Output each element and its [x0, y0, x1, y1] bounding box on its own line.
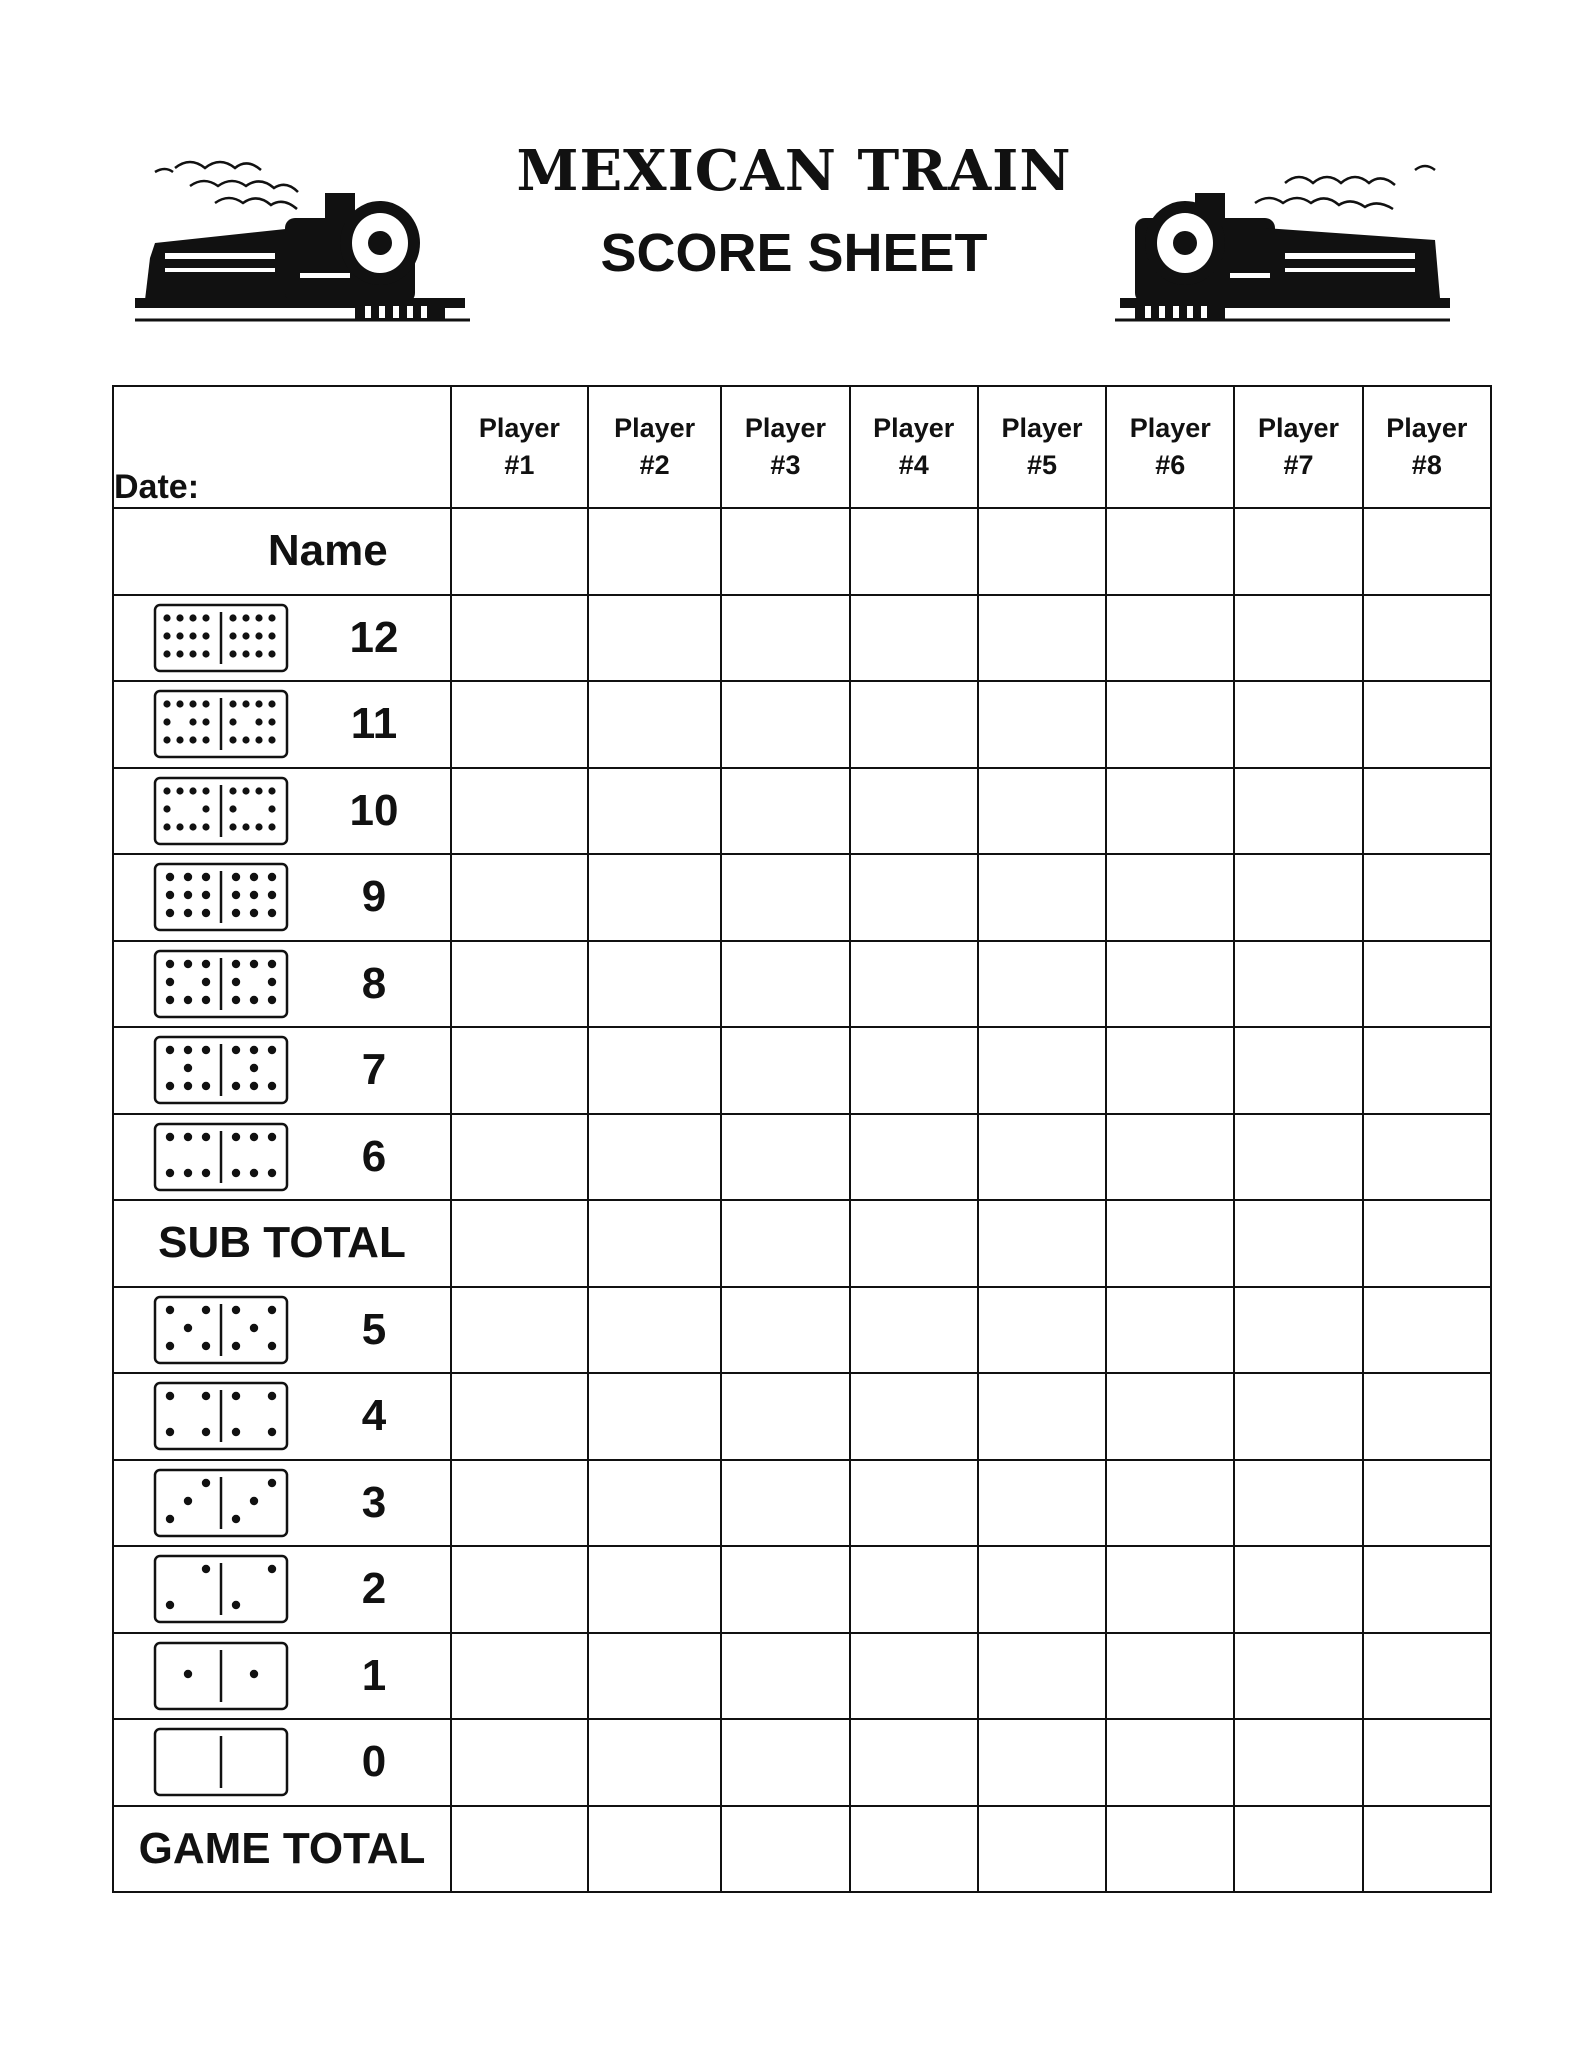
- score-cell-round-7-player-3[interactable]: [721, 1027, 849, 1114]
- score-cell-round-9-player-6[interactable]: [1106, 854, 1234, 941]
- score-cell-round-9-player-5[interactable]: [978, 854, 1106, 941]
- score-cell-round-6-player-1[interactable]: [451, 1114, 588, 1201]
- score-cell-sub-total-player-8[interactable]: [1363, 1200, 1491, 1287]
- score-cell-round-2-player-1[interactable]: [451, 1546, 588, 1633]
- score-cell-round-1-player-3[interactable]: [721, 1633, 849, 1720]
- score-cell-round-8-player-5[interactable]: [978, 941, 1106, 1028]
- player-header-4: Player #4: [850, 386, 978, 508]
- score-cell-round-1-player-1[interactable]: [451, 1633, 588, 1720]
- header-row: [113, 386, 1491, 508]
- round-number: 6: [361, 1131, 387, 1181]
- row-round-11: [113, 681, 1491, 768]
- score-cell-round-11-player-2[interactable]: [588, 681, 721, 768]
- score-cell-round-5-player-4[interactable]: [850, 1287, 978, 1374]
- score-cell-round-12-player-5[interactable]: [978, 595, 1106, 682]
- domino-tile-icon: [152, 775, 290, 847]
- score-cell-name-player-2[interactable]: [588, 508, 721, 595]
- score-cell-round-2-player-8[interactable]: [1363, 1546, 1491, 1633]
- score-cell-round-2-player-5[interactable]: [978, 1546, 1106, 1633]
- score-cell-round-6-player-7[interactable]: [1234, 1114, 1362, 1201]
- score-cell-round-5-player-6[interactable]: [1106, 1287, 1234, 1374]
- score-cell-round-4-player-1[interactable]: [451, 1373, 588, 1460]
- score-cell-game-total-player-2[interactable]: [588, 1806, 721, 1893]
- row-name: [113, 508, 1491, 595]
- score-cell-round-6-player-8[interactable]: [1363, 1114, 1491, 1201]
- score-cell-round-4-player-3[interactable]: [721, 1373, 849, 1460]
- score-cell-round-6-player-2[interactable]: [588, 1114, 721, 1201]
- round-number: 5: [361, 1304, 387, 1354]
- row-round-3: [113, 1460, 1491, 1547]
- row-label-game-total: [113, 1806, 451, 1893]
- domino-tile-icon: [152, 948, 290, 1020]
- row-game-total: [113, 1806, 1491, 1893]
- score-cell-sub-total-player-1[interactable]: [451, 1200, 588, 1287]
- score-cell-round-0-player-5[interactable]: [978, 1719, 1106, 1806]
- round-number: 9: [361, 872, 387, 922]
- score-cell-game-total-player-4[interactable]: [850, 1806, 978, 1893]
- row-round-5: [113, 1287, 1491, 1374]
- score-cell-round-12-player-3[interactable]: [721, 595, 849, 682]
- score-cell-round-4-player-6[interactable]: [1106, 1373, 1234, 1460]
- score-cell-round-10-player-4[interactable]: [850, 768, 978, 855]
- score-cell-round-9-player-4[interactable]: [850, 854, 978, 941]
- row-round-1: [113, 1633, 1491, 1720]
- row-label-round-2: [113, 1546, 451, 1633]
- score-cell-round-5-player-3[interactable]: [721, 1287, 849, 1374]
- player-header-3: Player #3: [721, 386, 849, 508]
- round-number: 11: [350, 699, 398, 749]
- score-cell-round-10-player-8[interactable]: [1363, 768, 1491, 855]
- score-table: [112, 385, 1492, 1893]
- score-cell-round-1-player-5[interactable]: [978, 1633, 1106, 1720]
- domino-tile-icon: [152, 1380, 290, 1452]
- score-cell-round-9-player-1[interactable]: [451, 854, 588, 941]
- row-label-round-3: [113, 1460, 451, 1547]
- score-cell-round-7-player-2[interactable]: [588, 1027, 721, 1114]
- score-cell-round-2-player-7[interactable]: [1234, 1546, 1362, 1633]
- score-cell-round-10-player-6[interactable]: [1106, 768, 1234, 855]
- domino-tile-icon: [152, 688, 290, 760]
- score-cell-round-0-player-3[interactable]: [721, 1719, 849, 1806]
- score-cell-round-12-player-6[interactable]: [1106, 595, 1234, 682]
- row-sub-total: [113, 1200, 1491, 1287]
- row-label-round-6: [113, 1114, 451, 1201]
- round-number: 12: [349, 612, 399, 662]
- score-cell-name-player-6[interactable]: [1106, 508, 1234, 595]
- score-cell-name-player-8[interactable]: [1363, 508, 1491, 595]
- score-cell-round-4-player-7[interactable]: [1234, 1373, 1362, 1460]
- score-cell-round-0-player-4[interactable]: [850, 1719, 978, 1806]
- row-label-round-8: [113, 941, 451, 1028]
- name-label: Name: [267, 526, 388, 576]
- score-cell-round-1-player-8[interactable]: [1363, 1633, 1491, 1720]
- row-label-sub-total: [113, 1200, 451, 1287]
- round-number: 0: [361, 1737, 387, 1787]
- score-cell-round-7-player-1[interactable]: [451, 1027, 588, 1114]
- score-cell-round-8-player-6[interactable]: [1106, 941, 1234, 1028]
- sub-total-label: SUB TOTAL: [158, 1218, 406, 1268]
- row-label-round-11: [113, 681, 451, 768]
- row-round-12: [113, 595, 1491, 682]
- domino-tile-icon: [152, 1467, 290, 1539]
- score-cell-round-7-player-8[interactable]: [1363, 1027, 1491, 1114]
- domino-tile-icon: [152, 1294, 290, 1366]
- score-cell-round-0-player-1[interactable]: [451, 1719, 588, 1806]
- score-cell-game-total-player-1[interactable]: [451, 1806, 588, 1893]
- player-header-7: Player #7: [1234, 386, 1362, 508]
- score-cell-round-3-player-3[interactable]: [721, 1460, 849, 1547]
- score-cell-name-player-7[interactable]: [1234, 508, 1362, 595]
- row-round-7: [113, 1027, 1491, 1114]
- score-cell-round-9-player-7[interactable]: [1234, 854, 1362, 941]
- score-cell-round-11-player-1[interactable]: [451, 681, 588, 768]
- row-round-10: [113, 768, 1491, 855]
- score-cell-round-3-player-4[interactable]: [850, 1460, 978, 1547]
- player-header-6: Player #6: [1106, 386, 1234, 508]
- round-number: 4: [361, 1391, 387, 1441]
- score-cell-round-1-player-2[interactable]: [588, 1633, 721, 1720]
- score-cell-name-player-4[interactable]: [850, 508, 978, 595]
- title-line-1: MEXICAN TRAIN: [516, 138, 1072, 204]
- score-cell-round-12-player-1[interactable]: [451, 595, 588, 682]
- round-number: 10: [349, 785, 399, 835]
- steam-locomotive-icon: [1115, 148, 1455, 333]
- score-cell-round-1-player-7[interactable]: [1234, 1633, 1362, 1720]
- score-cell-round-5-player-2[interactable]: [588, 1287, 721, 1374]
- score-cell-round-10-player-5[interactable]: [978, 768, 1106, 855]
- score-cell-game-total-player-3[interactable]: [721, 1806, 849, 1893]
- row-label-round-0: [113, 1719, 451, 1806]
- score-cell-round-6-player-6[interactable]: [1106, 1114, 1234, 1201]
- score-cell-round-8-player-4[interactable]: [850, 941, 978, 1028]
- score-cell-round-5-player-8[interactable]: [1363, 1287, 1491, 1374]
- title-line-2: SCORE SHEET: [600, 223, 988, 283]
- score-cell-round-4-player-4[interactable]: [850, 1373, 978, 1460]
- score-cell-round-12-player-8[interactable]: [1363, 595, 1491, 682]
- date-label: Date:: [114, 468, 200, 506]
- score-cell-sub-total-player-3[interactable]: [721, 1200, 849, 1287]
- score-cell-round-5-player-5[interactable]: [978, 1287, 1106, 1374]
- score-cell-game-total-player-7[interactable]: [1234, 1806, 1362, 1893]
- score-cell-round-3-player-1[interactable]: [451, 1460, 588, 1547]
- score-cell-round-11-player-4[interactable]: [850, 681, 978, 768]
- player-header-8: Player #8: [1363, 386, 1491, 508]
- domino-tile-icon: [152, 1640, 290, 1712]
- score-cell-round-3-player-8[interactable]: [1363, 1460, 1491, 1547]
- sheet-header: [0, 0, 1588, 380]
- score-cell-sub-total-player-2[interactable]: [588, 1200, 721, 1287]
- score-cell-name-player-5[interactable]: [978, 508, 1106, 595]
- round-number: 8: [361, 958, 387, 1008]
- score-cell-round-3-player-5[interactable]: [978, 1460, 1106, 1547]
- score-cell-round-1-player-4[interactable]: [850, 1633, 978, 1720]
- player-header-5: Player #5: [978, 386, 1106, 508]
- score-cell-game-total-player-6[interactable]: [1106, 1806, 1234, 1893]
- score-cell-round-12-player-7[interactable]: [1234, 595, 1362, 682]
- score-cell-round-3-player-2[interactable]: [588, 1460, 721, 1547]
- score-cell-round-11-player-6[interactable]: [1106, 681, 1234, 768]
- player-header-2: Player #2: [588, 386, 721, 508]
- score-cell-round-2-player-2[interactable]: [588, 1546, 721, 1633]
- score-cell-round-7-player-6[interactable]: [1106, 1027, 1234, 1114]
- row-label-round-10: [113, 768, 451, 855]
- game-total-label: GAME TOTAL: [138, 1823, 426, 1873]
- domino-tile-icon: [152, 1121, 290, 1193]
- score-cell-round-10-player-7[interactable]: [1234, 768, 1362, 855]
- row-round-6: [113, 1114, 1491, 1201]
- score-cell-round-2-player-4[interactable]: [850, 1546, 978, 1633]
- round-number: 3: [361, 1477, 387, 1527]
- score-cell-round-10-player-2[interactable]: [588, 768, 721, 855]
- score-cell-round-9-player-3[interactable]: [721, 854, 849, 941]
- score-cell-round-11-player-7[interactable]: [1234, 681, 1362, 768]
- score-cell-round-10-player-3[interactable]: [721, 768, 849, 855]
- score-cell-round-7-player-4[interactable]: [850, 1027, 978, 1114]
- score-cell-round-6-player-5[interactable]: [978, 1114, 1106, 1201]
- score-cell-round-6-player-4[interactable]: [850, 1114, 978, 1201]
- score-cell-round-4-player-5[interactable]: [978, 1373, 1106, 1460]
- score-cell-round-5-player-7[interactable]: [1234, 1287, 1362, 1374]
- row-label-round-5: [113, 1287, 451, 1374]
- score-cell-round-0-player-7[interactable]: [1234, 1719, 1362, 1806]
- score-cell-round-0-player-6[interactable]: [1106, 1719, 1234, 1806]
- domino-tile-icon: [152, 1726, 290, 1798]
- score-cell-round-3-player-6[interactable]: [1106, 1460, 1234, 1547]
- score-cell-sub-total-player-6[interactable]: [1106, 1200, 1234, 1287]
- score-cell-round-4-player-8[interactable]: [1363, 1373, 1491, 1460]
- row-label-round-1: [113, 1633, 451, 1720]
- score-cell-round-12-player-2[interactable]: [588, 595, 721, 682]
- row-label-round-4: [113, 1373, 451, 1460]
- score-cell-round-9-player-8[interactable]: [1363, 854, 1491, 941]
- row-label-round-9: [113, 854, 451, 941]
- round-number: 1: [361, 1650, 387, 1700]
- score-cell-round-11-player-3[interactable]: [721, 681, 849, 768]
- score-cell-round-2-player-3[interactable]: [721, 1546, 849, 1633]
- score-cell-round-9-player-2[interactable]: [588, 854, 721, 941]
- score-cell-round-11-player-8[interactable]: [1363, 681, 1491, 768]
- score-cell-round-8-player-3[interactable]: [721, 941, 849, 1028]
- score-cell-round-11-player-5[interactable]: [978, 681, 1106, 768]
- score-cell-name-player-3[interactable]: [721, 508, 849, 595]
- domino-tile-icon: [152, 1034, 290, 1106]
- score-cell-round-8-player-7[interactable]: [1234, 941, 1362, 1028]
- row-round-0: [113, 1719, 1491, 1806]
- date-field[interactable]: [113, 386, 451, 508]
- domino-tile-icon: [152, 861, 290, 933]
- score-cell-round-0-player-2[interactable]: [588, 1719, 721, 1806]
- row-label-name: [113, 508, 451, 595]
- score-cell-round-8-player-8[interactable]: [1363, 941, 1491, 1028]
- score-cell-round-12-player-4[interactable]: [850, 595, 978, 682]
- row-label-round-12: [113, 595, 451, 682]
- score-cell-round-4-player-2[interactable]: [588, 1373, 721, 1460]
- score-cell-sub-total-player-7[interactable]: [1234, 1200, 1362, 1287]
- score-cell-sub-total-player-4[interactable]: [850, 1200, 978, 1287]
- row-label-round-7: [113, 1027, 451, 1114]
- score-cell-game-total-player-5[interactable]: [978, 1806, 1106, 1893]
- score-cell-round-1-player-6[interactable]: [1106, 1633, 1234, 1720]
- score-cell-round-7-player-7[interactable]: [1234, 1027, 1362, 1114]
- score-cell-round-3-player-7[interactable]: [1234, 1460, 1362, 1547]
- player-header-1: Player #1: [451, 386, 588, 508]
- score-cell-round-5-player-1[interactable]: [451, 1287, 588, 1374]
- row-round-4: [113, 1373, 1491, 1460]
- score-cell-name-player-1[interactable]: [451, 508, 588, 595]
- score-cell-round-0-player-8[interactable]: [1363, 1719, 1491, 1806]
- score-cell-round-2-player-6[interactable]: [1106, 1546, 1234, 1633]
- score-cell-game-total-player-8[interactable]: [1363, 1806, 1491, 1893]
- score-cell-round-8-player-2[interactable]: [588, 941, 721, 1028]
- score-cell-round-8-player-1[interactable]: [451, 941, 588, 1028]
- round-number: 7: [361, 1045, 387, 1095]
- score-cell-round-6-player-3[interactable]: [721, 1114, 849, 1201]
- domino-tile-icon: [152, 1553, 290, 1625]
- row-round-2: [113, 1546, 1491, 1633]
- score-cell-sub-total-player-5[interactable]: [978, 1200, 1106, 1287]
- row-round-9: [113, 854, 1491, 941]
- round-number: 2: [361, 1564, 387, 1614]
- row-round-8: [113, 941, 1491, 1028]
- score-cell-round-10-player-1[interactable]: [451, 768, 588, 855]
- domino-tile-icon: [152, 602, 290, 674]
- score-cell-round-7-player-5[interactable]: [978, 1027, 1106, 1114]
